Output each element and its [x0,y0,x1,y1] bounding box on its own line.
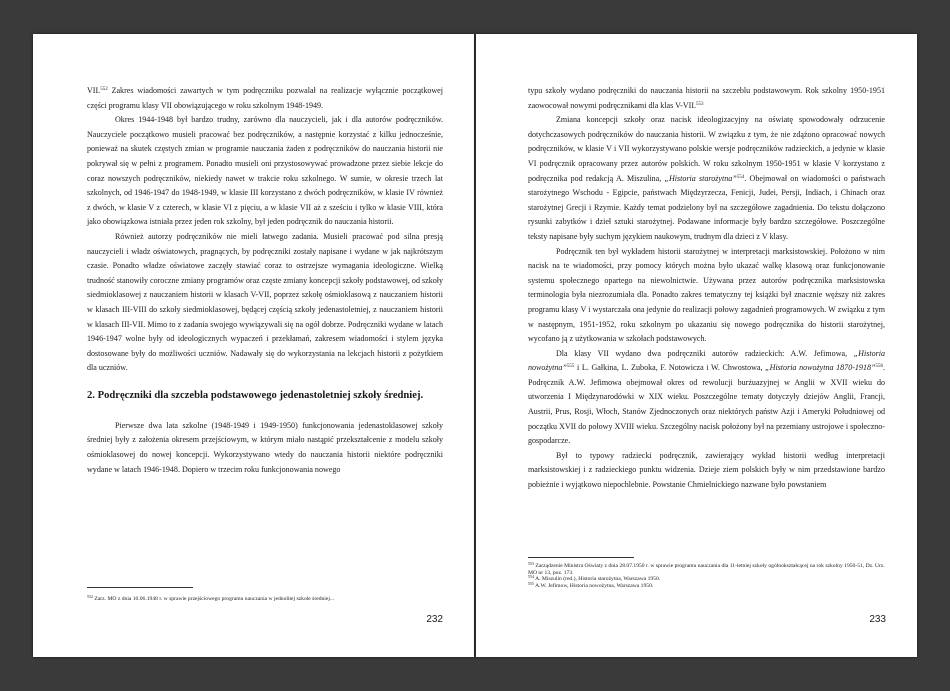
page-number: 233 [869,614,886,625]
footnotes [87,596,447,603]
left-page-body [87,84,443,477]
paragraph: Okres 1944-1948 był bardzo trudny, zarówno dla nauczycieli, jak i dla autorów podręczników. Nauczyciele początkowo musieli pracować bez podręczników, a następnie korzystać z kilku jednocześnie, ponieważ na skutek częstych zmian w programie nauczania żaden z podręczników do nauczania historii nie pokrywał się w pełni z programem. Ponadto musieli oni przystosowywać prowadzone przez siebie lekcje do coraz nowszych podręczników, niekiedy nawet w trakcie roku szkolnego. W sumie, w okresie trzech lat szkolnych, od 1946-1947 do 1948-1949, w klasie III korzystano z dwóch podręczników, w klasie IV również z dwóch, w klasie V z czterech, w klasie VI z pięciu, a w klasie VII aż z sześciu i tylko w klasie VIII, która jako obowiązkowa istniała przez jeden rok szkolny, był jeden podręcznik do nauczania historii. [87,115,443,227]
right-page-body [528,84,885,493]
paragraph: Był to typowy radziecki podręcznik, zawierający wykład historii według interpretacji marksistowskiej i z radzieckiego punktu widzenia. Dzieje ziem polskich były w nim przedstawione bardzo pobieżnie i wyjątkowo niepochlebnie. Powstanie Chmielnickiego nazwane było powstaniem [528,450,885,490]
footnote-ref[interactable]: 554 [736,174,745,180]
section-heading: 2. Podręczniki dla szczebla podstawowego jedenastoletniej szkoły średniej. [87,389,424,401]
footnote: $^{554}$ A. Miszulin (red.), Historia starożytna, Warszawa 1950. [528,574,661,583]
footnote-divider [528,557,634,558]
paragraph: Również autorzy podręczników nie mieli łatwego zadania. Musieli pracować pod silna presją nauczycieli i władz oświatowych, pragnących, by podręczniki zostały napisane i wydane w jak najkrótszym czasie. Ponadto władze oświatowe zaczęły stawiać coraz to ostrzejsze wymagania ideologiczne. Wielką trudność stanowiły coroczne zmiany programów oraz częste zmiany koncepcji szkoły podstawowej, od szkoły siedmioklasowej z nauczaniem historii w klasach V-VII, poprzez szkołę ośmioklasową z nauczaniem historii w klasach III-VIII do szkoły siedmioklasowej, będącej częścią szkoły jedenastoletniej, z nauczaniem historii w klasach III-VII. Mimo to z zadania swojego wywiązywali się na ogół dobrze. Podręczniki wydane w latach 1946-1947 wolne były od ideologicznych wypaczeń i przekłamań, zakresem wiadomości i stylem języka dostosowane były do możliwości uczniów. Nadawały się do wykorzystania na lekcjach historii z pożytkiem dla uczniów. [87,231,443,373]
paragraph: Podręcznik ten był wykładem historii starożytnej w interpretacji marksistowskiej. Położono w nim nacisk na te wiadomości, przy pomocy których można było ukazać walkę klasową oraz funkcjonowanie systemu społecznego opartego na niewolnictwie. Używana przez autorów podręcznika marksistowska terminologia była niezrozumiała dla. Ponadto zakres tematyczny tej książki był znacznie węższy niż zakres programu klasy V i wystarczała ona jedynie do realizacji połowy zagadnień programowych. W związku z tym w następnym, 1951-1952, roku szkolnym po ukazaniu się nowego podręcznika do historii starożytnej, wycofano ją z użytkowania w szkołach podstawowych. [528,246,885,344]
footnote: $^{553}$ Zarządzenie Ministra Oświaty z dnia 28.07.1950 r. w sprawie programu nauczania dla 11-letniej szkoły ogólnokształcącej na rok szkolny 1950-51, Dz. Urz. MO nr 13, poz. 173. [528,561,885,576]
footnote-ref[interactable]: 553 [696,101,704,107]
book-title: „Historia nowożytna” [528,348,885,373]
paragraph: Pierwsze dwa lata szkolne (1948-1949 i 1949-1950) funkcjonowania jedenastoklasowej szkoły średniej były z założenia okresem przejściowym, w którym miało nastąpić przekształcenie z modelu szkoły ośmioklasowej do nowej koncepcji. Wykorzystywano wtedy do nauczania historii niektóre podręczniki wydane w latach 1946-1948. Dopiero w trzecim roku funkcjonowania nowego [87,420,443,474]
book-title: „Historia starożytna” [664,173,737,183]
footnote-ref[interactable]: 555 [566,364,575,370]
paragraph: Zmiana koncepcji szkoły oraz nacisk ideologizacyjny na oświatę spowodowały odrzucenie dotychczasowych podręczników do nauczania historii. W związku z tym, że nie zdążono opracować nowych podręczników, w klasie V i VII wykorzystywano polskie wersje podręczników radzieckich, a jedynie w klasie VI podręcznik opracowany przez autorów polskich. W roku szkolnym 1950-1951 w klasie V korzystano z podręcznika pod redakcją A. Miszulina, „Historia starożytna”$^{554}$. Obejmował on wiadomości o państwach starożytnego Wschodu - Egipcie, państwach Międzyrzecza, Fenicji, Judei, Persji, Indiach, i Chinach oraz starożytnej Grecji i Rzymie. Każdy temat podzielony był na szczegółowe zagadnienia. Do tekstu dołączono rysunki zabytków i dzieł sztuki starożytnej. Podawane informacje były bardzo szczegółowe. Poszczególne teksty napisane były suchym językiem naukowym, trudnym dla dzieci z V klasy. [528,115,885,241]
book-title: „Historia nowożytna 1870-1918” [765,363,876,373]
right-page [476,34,917,657]
page-number: 232 [426,614,443,625]
footnote: $^{552}$ Zarz. MO z dnia 10.06.1948 r. w sprawie przejściowego programu nauczania w jednolitej szkole średniej... [87,594,335,602]
paragraph: typu szkoły wydano podręczniki do nauczania historii na szczeblu podstawowym. Rok szkolny 1950-1951 zaowocował nowymi podręcznikami dla klas V-VII.$^{553}$ [528,86,885,110]
footnote: $^{555}$ A.W. Jefimow, Historia nowożytna, Warszawa 1950. [528,581,654,590]
footnote-ref[interactable]: 556 [875,364,883,370]
footnote-divider [87,587,193,588]
paragraph: VII.$^{552}$ Zakres wiadomości zawartych w tym podręczniku pozwalał na realizacje wyłącznie początkowej części programu klasy VII obowiązującego w roku szkolnym 1948-1949. [87,86,443,110]
footnotes [528,563,888,590]
left-page [33,34,474,657]
paragraph: Dla klasy VII wydano dwa podręczniki autorów radzieckich: A.W. Jefimowa, „Historia nowożytna”$^{555}$ i L. Gałkina, L. Zuboka, F. Notowicza i W. Chwostowa, „Historia nowożytna 1870-1918”$^{556}$. Podręcznik A.W. Jefimowa obejmował okres od rewolucji burżuazyjnej w Anglii w XVII wieku do utworzenia I Międzynarodówki w XIX wieku. Poszczególne tematy dotyczyły dziejów Anglii, Francji, Austrii, Prus, Rosji, Włoch, Stanów Zjednoczonych oraz niektórych państw Azji i Ameryki Południowej od początku XVII do połowy XVIII wieku. Szczególny nacisk położony był na przemiany ustrojowe i społeczno-gospodarcze. [528,348,885,446]
footnote-ref[interactable]: 552 [100,87,108,92]
